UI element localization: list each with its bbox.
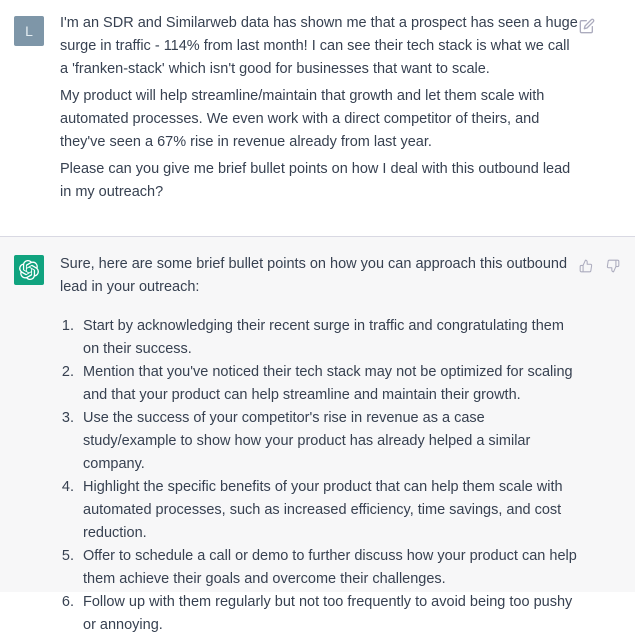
assistant-bullet-list — [60, 315, 579, 637]
thumbs-up-icon — [579, 259, 593, 273]
user-paragraph-3: Please can you give me brief bullet points on how I deal with this outbound lead in my outreach? — [60, 161, 571, 200]
list-item: 3. Use the success of your competitor's rise in revenue as a case study/example to show how your product has already helped a similar company. — [78, 407, 579, 476]
list-item: 2. Mention that you've noticed their tech stack may not be optimized for scaling and that your product can help streamline and maintain their growth. — [78, 361, 579, 407]
edit-icon — [579, 18, 595, 34]
user-message-content — [60, 12, 579, 236]
assistant-message-content — [60, 253, 579, 633]
assistant-message-actions — [579, 259, 625, 592]
user-message-actions — [579, 18, 625, 236]
thumbs-down-button[interactable] — [606, 259, 620, 273]
thumbs-up-button[interactable] — [579, 259, 593, 273]
assistant-intro: Sure, here are some brief bullet points on how you can approach this outbound lead in your outreach: — [60, 256, 568, 295]
list-item: 6. Follow up with them regularly but not too frequently to avoid being too pushy or annoying. — [78, 591, 579, 637]
user-avatar: L — [14, 16, 44, 46]
list-item: 5. Offer to schedule a call or demo to further discuss how your product can help them achieve their goals and overcome their challenges. — [78, 545, 579, 591]
user-paragraph-2: My product will help streamline/maintain that growth and let them scale with automated processes. We even work with a direct competitor of theirs, and they've seen a 67% rise in revenue already from last year. — [60, 88, 545, 150]
openai-logo-icon — [19, 260, 39, 280]
user-message-row — [0, 0, 635, 237]
assistant-avatar — [14, 255, 44, 285]
edit-message-button[interactable] — [579, 18, 595, 34]
user-paragraph-1: I'm an SDR and Similarweb data has shown me that a prospect has seen a huge surge in traffic - 114% from last month! I can see their tech stack is what we call a 'franken-stack' which isn't good for businesses that want to scale. — [60, 15, 578, 77]
list-item: 1. Start by acknowledging their recent surge in traffic and congratulating them on their success. — [78, 315, 579, 361]
list-item: 4. Highlight the specific benefits of your product that can help them scale with automated processes, such as increased efficiency, time savings, and cost reduction. — [78, 476, 579, 545]
assistant-message-row — [0, 237, 635, 633]
thumbs-down-icon — [606, 259, 620, 273]
